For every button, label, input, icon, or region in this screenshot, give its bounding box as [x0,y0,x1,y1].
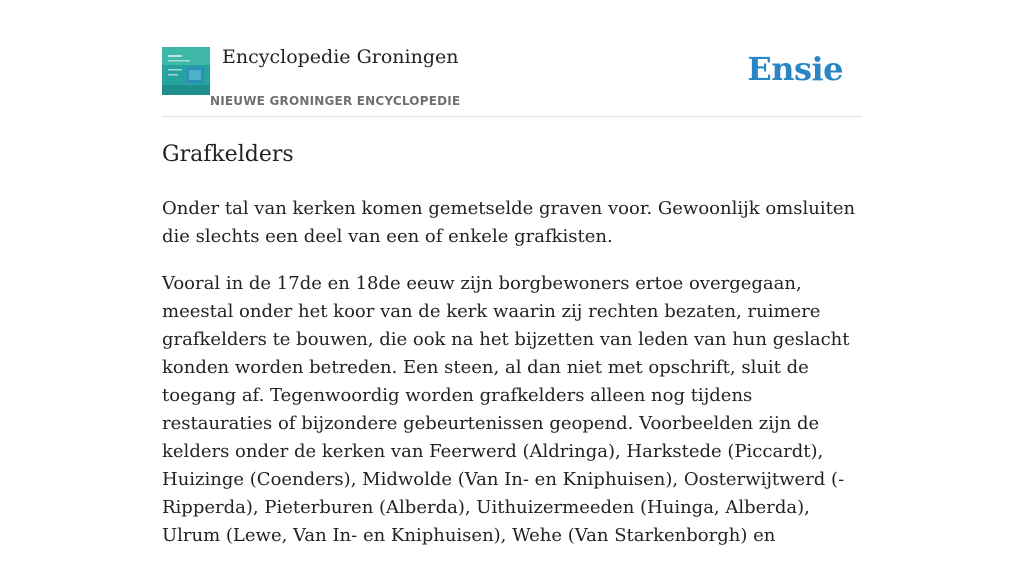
site-header [162,0,862,117]
encyclopedia-cover-icon [162,47,210,95]
article-paragraph-2: Vooral in de 17de en 18de eeuw zijn borgbewoners ertoe overgegaan, meestal onder het koor van de kerk waarin zij rechten bezaten, ruimere grafkelders te bouwen, die ook na het bijzetten van leden van hun geslacht konden worden betreden. Een steen, al dan niet met opschrift, sluit de toegang af. Tegenwoordig worden grafkelders alleen nog tijdens restauraties of bijzondere gebeurtenissen geopend. Voorbeelden zijn de kelders onder de kerken van Feerwerd (Aldringa), Harkstede (Piccardt), Huizinge (Coenders), Midwolde (Van In- en Kniphuisen), Oosterwijtwerd (-Ripperda), Pieterburen (Alberda), Uithuizermeeden (Huinga, Alberda), Ulrum (Lewe, Van In- en Kniphuisen), Wehe (Van Starkenborgh) en [162,273,850,546]
avatar[interactable] [162,47,210,95]
article-paragraph-1: Onder tal van kerken komen gemetselde graven voor. Gewoonlijk omsluiten die slechts een deel van een of enkele grafkisten. [162,198,856,247]
site-title[interactable]: Encyclopedie Groningen [222,46,459,68]
article [162,139,862,569]
article-title: Grafkelders [162,142,294,167]
site-subtitle: NIEUWE GRONINGER ENCYCLOPEDIE [210,94,461,108]
brand-logo[interactable]: Ensie [747,50,843,88]
